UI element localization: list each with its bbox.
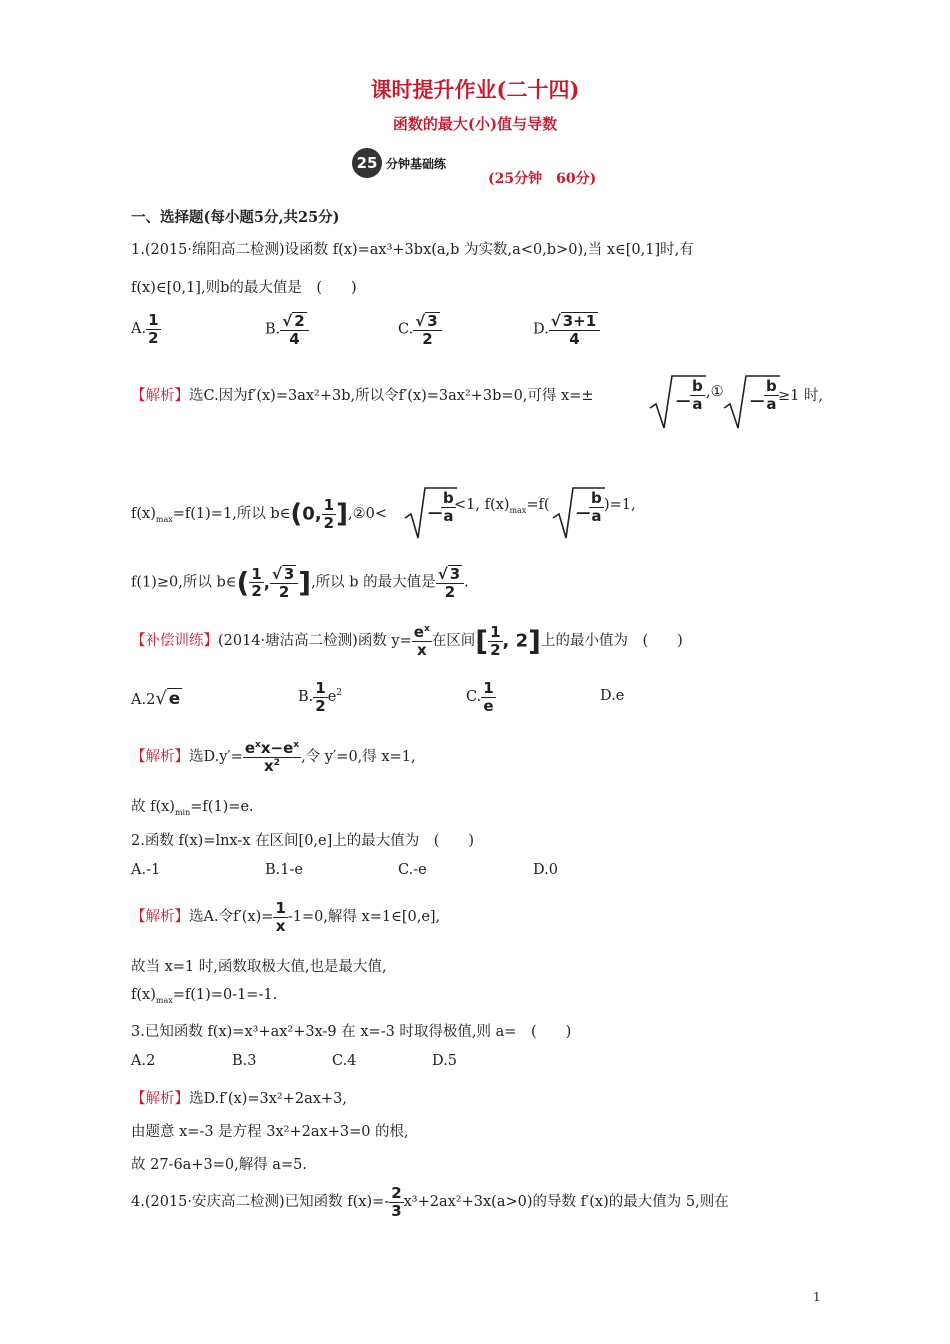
q1-analysis-line1: 【解析】选C.因为f′(x)=3ax²+3b,所以令f′(x)=3ax²+3b=0,可得 x=± — [131, 388, 594, 404]
analysis-tag: 【解析】 — [131, 388, 189, 404]
q1-analysis-line2a: $f(x)_{max}=f(1)=1$,所以 b∈(0, $\frac{1}{2}$ ],②0< — [131, 496, 387, 532]
analysis-tag: 【解析】 — [131, 749, 189, 765]
q3-stem: 3.已知函数 f(x)=x³+ax²+3x-9 在 x=-3 时取得极值,则 a= ( ) — [131, 1024, 572, 1040]
circled-one: ,① — [706, 384, 724, 400]
section-heading: 一、选择题(每小题5分,共25分) — [131, 209, 340, 226]
comp-analysis-line2: 故 $f(x)_{min}=f(1)=e$. — [131, 799, 254, 817]
q1-analysis-line2c: )=1, — [604, 497, 636, 513]
q1-stem-line2: f(x)∈[0,1],则b的最大值是 ( ) — [131, 280, 357, 296]
comp-option-c: C. $\frac{1}{e}$ — [466, 679, 494, 715]
comp-stem: 【补偿训练】(2014·塘沽高二检测)函数 y= $\frac{e^x}{x}$ 在区间[ $\frac{1}{2}$ , 2]上的最小值为 ( ) — [131, 623, 683, 659]
q2-option-d: D.0 — [533, 862, 558, 878]
sqrt-neg-b-over-a-2: — $\frac{b}{a}$ — [722, 372, 780, 432]
sqrt-neg-b-over-a-1: — $\frac{b}{a}$ — [648, 372, 706, 432]
time-score: (25分钟 60分) — [488, 171, 597, 187]
q1-stem-line1: 1.(2015·绵阳高二检测)设函数 f(x)=ax³+3bx(a,b 为实数,a<0,b>0),当 x∈[0,1]时,有 — [131, 242, 694, 258]
q1-option-a: A. $\frac{1}{2}$ — [131, 311, 159, 347]
q3-analysis-line1: 【解析】选D.f′(x)=3x²+2ax+3, — [131, 1091, 347, 1107]
sqrt-neg-b-over-a-4: — $\frac{b}{a}$ — [551, 484, 605, 542]
section-badge — [352, 148, 446, 178]
q1-option-c: C. $\frac{√ 3}{2}$ — [398, 312, 442, 347]
page-number: 1 — [813, 1290, 821, 1304]
analysis-tag: 【解析】 — [131, 1091, 189, 1107]
page-title: 课时提升作业(二十四) — [370, 77, 580, 102]
comp-analysis-line1: 【解析】选D.y′= $\frac{e^xx-e^x}{x^2}$ ,令 y′=0,得 x=1, — [131, 739, 416, 775]
comp-option-b: B. $\frac{1}{2}$ $e^2$ — [298, 679, 343, 715]
q1-analysis-line2b: <1, $f(x)_{max}=f$( — [454, 497, 550, 515]
page-subtitle: 函数的最大(小)值与导数 — [392, 115, 558, 133]
q1-analysis-line3: f(1)≥0,所以 b∈( $\frac{1}{2}$ , $\frac{√ 3}{2}$ ],所以 b 的最大值是 $\frac{√ 3}{2}$ . — [131, 564, 469, 601]
q3-analysis-line2: 由题意 x=-3 是方程 3x²+2ax+3=0 的根, — [131, 1124, 409, 1140]
q2-option-b: B.1-e — [265, 862, 303, 878]
q3-option-c: C.4 — [332, 1053, 357, 1069]
sqrt-neg-b-over-a-3: — $\frac{b}{a}$ — [403, 484, 457, 542]
comp-option-a: A.2√ e — [131, 688, 181, 709]
q2-option-c: C.-e — [398, 862, 427, 878]
q2-stem: 2.函数 f(x)=lnx-x 在区间[0,e]上的最大值为 ( ) — [131, 833, 475, 849]
q1-option-b: B. $\frac{√ 2}{4}$ — [265, 312, 309, 347]
q3-analysis-line3: 故 27-6a+3=0,解得 a=5. — [131, 1157, 307, 1173]
q3-option-d: D.5 — [432, 1053, 457, 1069]
q3-option-a: A.2 — [131, 1053, 156, 1069]
q2-analysis-line1: 【解析】选A.令f′(x)= $\frac{1}{x}$ -1=0,解得 x=1∈[0,e], — [131, 899, 441, 935]
q4-stem: 4.(2015·安庆高二检测)已知函数 f(x)=- $\frac{2}{3}$ x³+2ax²+3x(a>0)的导数 f′(x)的最大值为 5,则在 — [131, 1184, 729, 1220]
badge-number: 25 — [352, 148, 382, 178]
q1-option-d: D. $\frac{√ 3+1}{4}$ — [533, 312, 600, 347]
comp-option-d: D.e — [600, 688, 625, 704]
q2-analysis-line3: $f(x)_{max}=f(1)=0-1=-1$. — [131, 987, 278, 1005]
q3-option-b: B.3 — [232, 1053, 257, 1069]
q2-analysis-line2: 故当 x=1 时,函数取极大值,也是最大值, — [131, 959, 387, 975]
analysis-tag: 【解析】 — [131, 909, 189, 925]
badge-label: 分钟基础练 — [386, 156, 447, 171]
ge-one: ≥1 时, — [778, 388, 824, 404]
q2-option-a: A.-1 — [131, 862, 161, 878]
comp-tag: 【补偿训练】 — [131, 633, 218, 649]
